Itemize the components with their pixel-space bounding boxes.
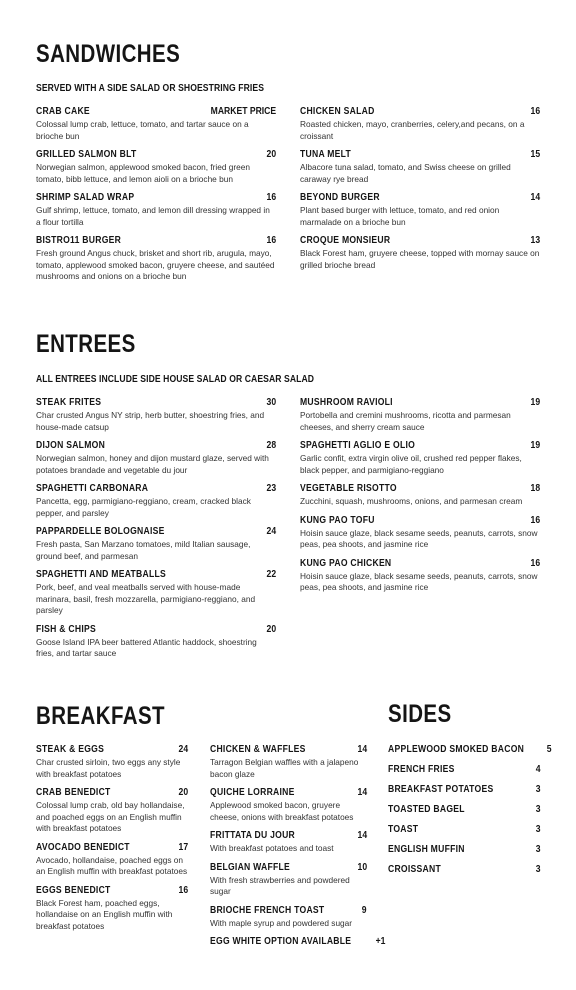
menu-item-row [388, 784, 541, 795]
menu-item-row [300, 397, 540, 408]
menu-item-row [300, 235, 540, 246]
menu-item-description: Goose Island IPA beer battered Atlantic haddock, shoestring fries, and tartar sauce [36, 636, 257, 658]
menu-item-price: 28 [266, 440, 276, 451]
menu-item-name: TUNA MELT [300, 149, 352, 160]
menu-item-price: MARKET PRICE [210, 106, 276, 117]
menu-item-name: CHICKEN SALAD [300, 106, 375, 117]
menu-item-row [388, 844, 541, 855]
menu-item [388, 764, 541, 775]
menu-item-name: ENGLISH MUFFIN [388, 844, 465, 855]
menu-item-description: Plant based burger with lettuce, tomato, and red onion marmalade on a brioche bun [300, 205, 500, 227]
menu-item [36, 569, 276, 617]
menu-item [36, 235, 276, 283]
menu-item-description: Hoisin sauce glaze, black sesame seeds, peanuts, carrots, snow peas, pea shoots, and jasmine rice [300, 570, 538, 592]
menu-item-description: Avocado, hollandaise, poached eggs on an English muffin with breakfast potatoes [36, 854, 188, 876]
menu-item-row [388, 744, 552, 755]
menu-item-row [36, 192, 276, 203]
menu-item [300, 515, 540, 551]
menu-item-name: BEYOND BURGER [300, 192, 380, 203]
menu-item-row [36, 842, 188, 853]
menu-item [36, 744, 188, 780]
menu-item-name: SPAGHETTI AGLIO E OLIO [300, 440, 416, 451]
menu-item-price: 17 [178, 841, 188, 853]
menu-item-price: 10 [357, 861, 367, 873]
menu-item-row [36, 235, 276, 246]
menu-item-row [300, 149, 540, 160]
menu-item-description: Fresh pasta, San Marzano tomatoes, mild Italian sausage, ground beef, and parmesan [36, 539, 251, 561]
menu-item-name: STEAK & EGGS [36, 744, 105, 755]
menu-item-price: 3 [536, 804, 541, 815]
menu-item-row [36, 440, 276, 451]
menu-item [300, 149, 540, 185]
menu-item-price: 9 [362, 904, 367, 916]
menu-item [210, 862, 367, 898]
menu-item [210, 787, 367, 823]
menu-item-price: 3 [536, 784, 541, 795]
menu-item-row [388, 764, 541, 775]
menu-item [36, 624, 276, 660]
sandwiches-left-column [36, 106, 276, 290]
entrees-right-column [300, 397, 540, 601]
menu-item-description: Norwegian salmon, applewood smoked bacon, fried green tomato, bibb lettuce, and lemon aioli on a brioche bun [36, 162, 251, 184]
menu-item-row [36, 483, 276, 494]
menu-item [210, 936, 386, 947]
menu-item [210, 830, 367, 855]
menu-item [300, 483, 540, 508]
menu-item-price: 3 [536, 864, 541, 875]
menu-item-row [36, 885, 188, 896]
menu-item-row [210, 905, 367, 916]
menu-item [36, 787, 188, 835]
menu-item-description: Tarragon Belgian waffles with a jalapeno bacon glaze [210, 757, 359, 779]
menu-item-name: FRENCH FRIES [388, 764, 455, 775]
sandwiches-right-column [300, 106, 540, 278]
menu-item-description: With maple syrup and powdered sugar [210, 917, 353, 928]
menu-item-row [210, 862, 367, 873]
menu-item [388, 804, 541, 815]
menu-item [388, 744, 552, 755]
menu-item-price: 14 [530, 192, 540, 203]
menu-item-description: Black Forest ham, poached eggs, hollandaise on an English muffin with breakfast potatoes [36, 897, 173, 931]
menu-item [36, 397, 276, 433]
menu-item-row [36, 744, 188, 755]
menu-item-name: EGG WHITE OPTION AVAILABLE [210, 936, 352, 947]
menu-item [388, 864, 541, 875]
menu-item-name: SPAGHETTI CARBONARA [36, 483, 149, 494]
menu-item-price: 24 [178, 744, 188, 755]
menu-item-description: Char crusted sirloin, two eggs any style with breakfast potatoes [36, 757, 181, 779]
menu-item-price: 16 [530, 514, 540, 526]
menu-item [36, 149, 276, 185]
menu-item-name: BISTRO11 BURGER [36, 235, 122, 246]
menu-item [36, 885, 188, 933]
menu-item-row [210, 936, 386, 947]
menu-item-name: TOASTED BAGEL [388, 804, 465, 815]
menu-item-name: FISH & CHIPS [36, 623, 96, 635]
menu-item-price: 16 [178, 884, 188, 896]
menu-item [300, 440, 540, 476]
menu-item [36, 440, 276, 476]
menu-item-description: Black Forest ham, gruyere cheese, topped with mornay sauce on grilled brioche bread [300, 248, 540, 270]
menu-item-name: STEAK FRITES [36, 397, 102, 408]
menu-item-name: FRITTATA DU JOUR [210, 830, 296, 841]
menu-item-price: 5 [547, 744, 552, 755]
menu-item [300, 397, 540, 433]
menu-item-description: Garlic confit, extra virgin olive oil, crushed red pepper flakes, black pepper, and parmigiano-reggiano [300, 453, 522, 475]
sandwiches-subtitle: SERVED WITH A SIDE SALAD OR SHOESTRING FRIES [36, 83, 265, 94]
menu-item-price: 16 [266, 235, 276, 246]
menu-item-name: AVOCADO BENEDICT [36, 841, 130, 853]
menu-item-row [36, 569, 276, 580]
menu-item-row [36, 149, 276, 160]
menu-item-description: Norwegian salmon, honey and dijon mustard glaze, served with potatoes brandade and vegetable du jour [36, 453, 269, 475]
menu-item [36, 106, 276, 142]
entrees-heading: ENTREES [36, 330, 136, 358]
menu-item-price: 16 [266, 192, 276, 203]
menu-item-row [300, 106, 540, 117]
menu-item-name: APPLEWOOD SMOKED BACON [388, 744, 525, 755]
menu-item-description: With breakfast potatoes and toast [210, 843, 334, 853]
menu-item-name: CRAB CAKE [36, 106, 90, 117]
menu-item [300, 192, 540, 228]
menu-item-row [388, 824, 541, 835]
entrees-left-column [36, 397, 276, 667]
menu-item [300, 558, 540, 594]
menu-item-row [210, 787, 367, 798]
menu-item-price: 20 [266, 623, 276, 635]
menu-item-row [36, 787, 188, 798]
menu-item-description: Colossal lump crab, lettuce, tomato, and tartar sauce on a brioche bun [36, 119, 249, 141]
menu-item-description: Char crusted Angus NY strip, herb butter, shoestring fries, and house-made catsup [36, 410, 265, 432]
menu-item-price: 19 [530, 440, 540, 451]
menu-item-description: Fresh ground Angus chuck, brisket and short rib, arugula, mayo, tomato, applewood smoked bacon, gruyere cheese, and sautéed mushrooms and onions on a brioche bun [36, 248, 275, 281]
sides-heading: SIDES [388, 700, 452, 728]
menu-item-price: 15 [530, 149, 540, 160]
menu-item-name: BELGIAN WAFFLE [210, 861, 291, 873]
menu-item-price: 18 [530, 483, 540, 494]
menu-item-price: +1 [375, 936, 386, 947]
menu-item-name: MUSHROOM RAVIOLI [300, 397, 393, 408]
breakfast-heading: BREAKFAST [36, 702, 165, 730]
menu-item-name: CROQUE MONSIEUR [300, 235, 391, 246]
menu-item-price: 3 [536, 844, 541, 855]
menu-item-row [36, 106, 276, 117]
menu-item-name: VEGETABLE RISOTTO [300, 483, 397, 494]
menu-item-name: TOAST [388, 824, 419, 835]
menu-item-name: SHRIMP SALAD WRAP [36, 192, 135, 203]
menu-item-name: KUNG PAO TOFU [300, 514, 375, 526]
menu-item-description: Portobella and cremini mushrooms, ricotta and parmesan cheeses, and sherry cream sauce [300, 410, 511, 432]
menu-item-price: 30 [266, 397, 276, 408]
menu-item-price: 23 [266, 483, 276, 494]
menu-item-description: Zucchini, squash, mushrooms, onions, and parmesan cream [300, 496, 523, 506]
menu-item [388, 844, 541, 855]
menu-item-description: With fresh strawberries and powdered sugar [210, 874, 350, 896]
menu-item-row [300, 483, 540, 494]
menu-item-row [300, 192, 540, 203]
menu-item [36, 526, 276, 562]
menu-item [388, 824, 541, 835]
menu-item [36, 842, 188, 878]
menu-item-price: 20 [178, 787, 188, 798]
menu-item-price: 4 [536, 764, 541, 775]
menu-item [300, 106, 540, 142]
menu-item-name: PAPPARDELLE BOLOGNAISE [36, 526, 165, 537]
menu-item-name: CHICKEN & WAFFLES [210, 744, 306, 755]
menu-item-name: DIJON SALMON [36, 440, 106, 451]
menu-item-description: Albacore tuna salad, tomato, and Swiss cheese on grilled caraway rye bread [300, 162, 511, 184]
menu-item-price: 3 [536, 824, 541, 835]
menu-item-row [36, 624, 276, 635]
menu-item-name: GRILLED SALMON BLT [36, 149, 137, 160]
menu-item [36, 483, 276, 519]
menu-item-price: 19 [530, 397, 540, 408]
sandwiches-heading: SANDWICHES [36, 40, 181, 68]
menu-item [300, 235, 540, 271]
menu-item-row [388, 864, 541, 875]
menu-item-description: Pork, beef, and veal meatballs served with house-made marinara, basil, fresh mozzarella, parmigiano-reggiano, and parsley [36, 582, 256, 615]
menu-item-row [36, 397, 276, 408]
menu-item-price: 16 [530, 557, 540, 569]
menu-item-price: 20 [266, 149, 276, 160]
menu-item-name: KUNG PAO CHICKEN [300, 557, 392, 569]
menu-item-name: BREAKFAST POTATOES [388, 784, 494, 795]
menu-item-row [388, 804, 541, 815]
menu-item-price: 16 [530, 106, 540, 117]
menu-item-row [210, 830, 367, 841]
menu-item-name: BRIOCHE FRENCH TOAST [210, 904, 325, 916]
menu-item-name: CRAB BENEDICT [36, 787, 111, 798]
menu-item-description: Roasted chicken, mayo, cranberries, celery,and pecans, on a croissant [300, 119, 525, 141]
menu-item [388, 784, 541, 795]
menu-item-description: Hoisin sauce glaze, black sesame seeds, peanuts, carrots, snow peas, pea shoots, and jasmine rice [300, 527, 538, 549]
menu-item-name: QUICHE LORRAINE [210, 787, 295, 798]
menu-item-row [300, 558, 540, 569]
menu-item-row [300, 515, 540, 526]
entrees-subtitle: ALL ENTREES INCLUDE SIDE HOUSE SALAD OR CAESAR SALAD [36, 374, 315, 385]
menu-item-description: Gulf shrimp, lettuce, tomato, and lemon dill dressing wrapped in a flour tortilla [36, 205, 270, 227]
menu-item-description: Pancetta, egg, parmigiano-reggiano, cream, cracked black pepper, and parsley [36, 496, 251, 518]
menu-item-description: Applewood smoked bacon, gruyere cheese, onions with breakfast potatoes [210, 800, 354, 822]
menu-item [210, 905, 367, 930]
menu-item [36, 192, 276, 228]
menu-item-row [210, 744, 367, 755]
menu-item-price: 14 [357, 744, 367, 755]
menu-item [210, 744, 367, 780]
menu-item-row [300, 440, 540, 451]
menu-item-price: 22 [266, 569, 276, 580]
menu-item-price: 14 [357, 830, 367, 841]
menu-item-price: 13 [530, 235, 540, 246]
breakfast-left-column [36, 744, 188, 939]
menu-item-name: SPAGHETTI AND MEATBALLS [36, 569, 166, 580]
menu-item-name: CROISSANT [388, 864, 441, 875]
menu-item-description: Colossal lump crab, old bay hollandaise, and poached eggs on an English muffin with breakfast potatoes [36, 800, 185, 833]
menu-item-price: 24 [266, 526, 276, 537]
breakfast-right-column [210, 744, 386, 954]
menu-item-name: EGGS BENEDICT [36, 884, 111, 896]
sides-column [388, 744, 552, 884]
menu-item-row [36, 526, 276, 537]
menu-item-price: 14 [357, 787, 367, 798]
